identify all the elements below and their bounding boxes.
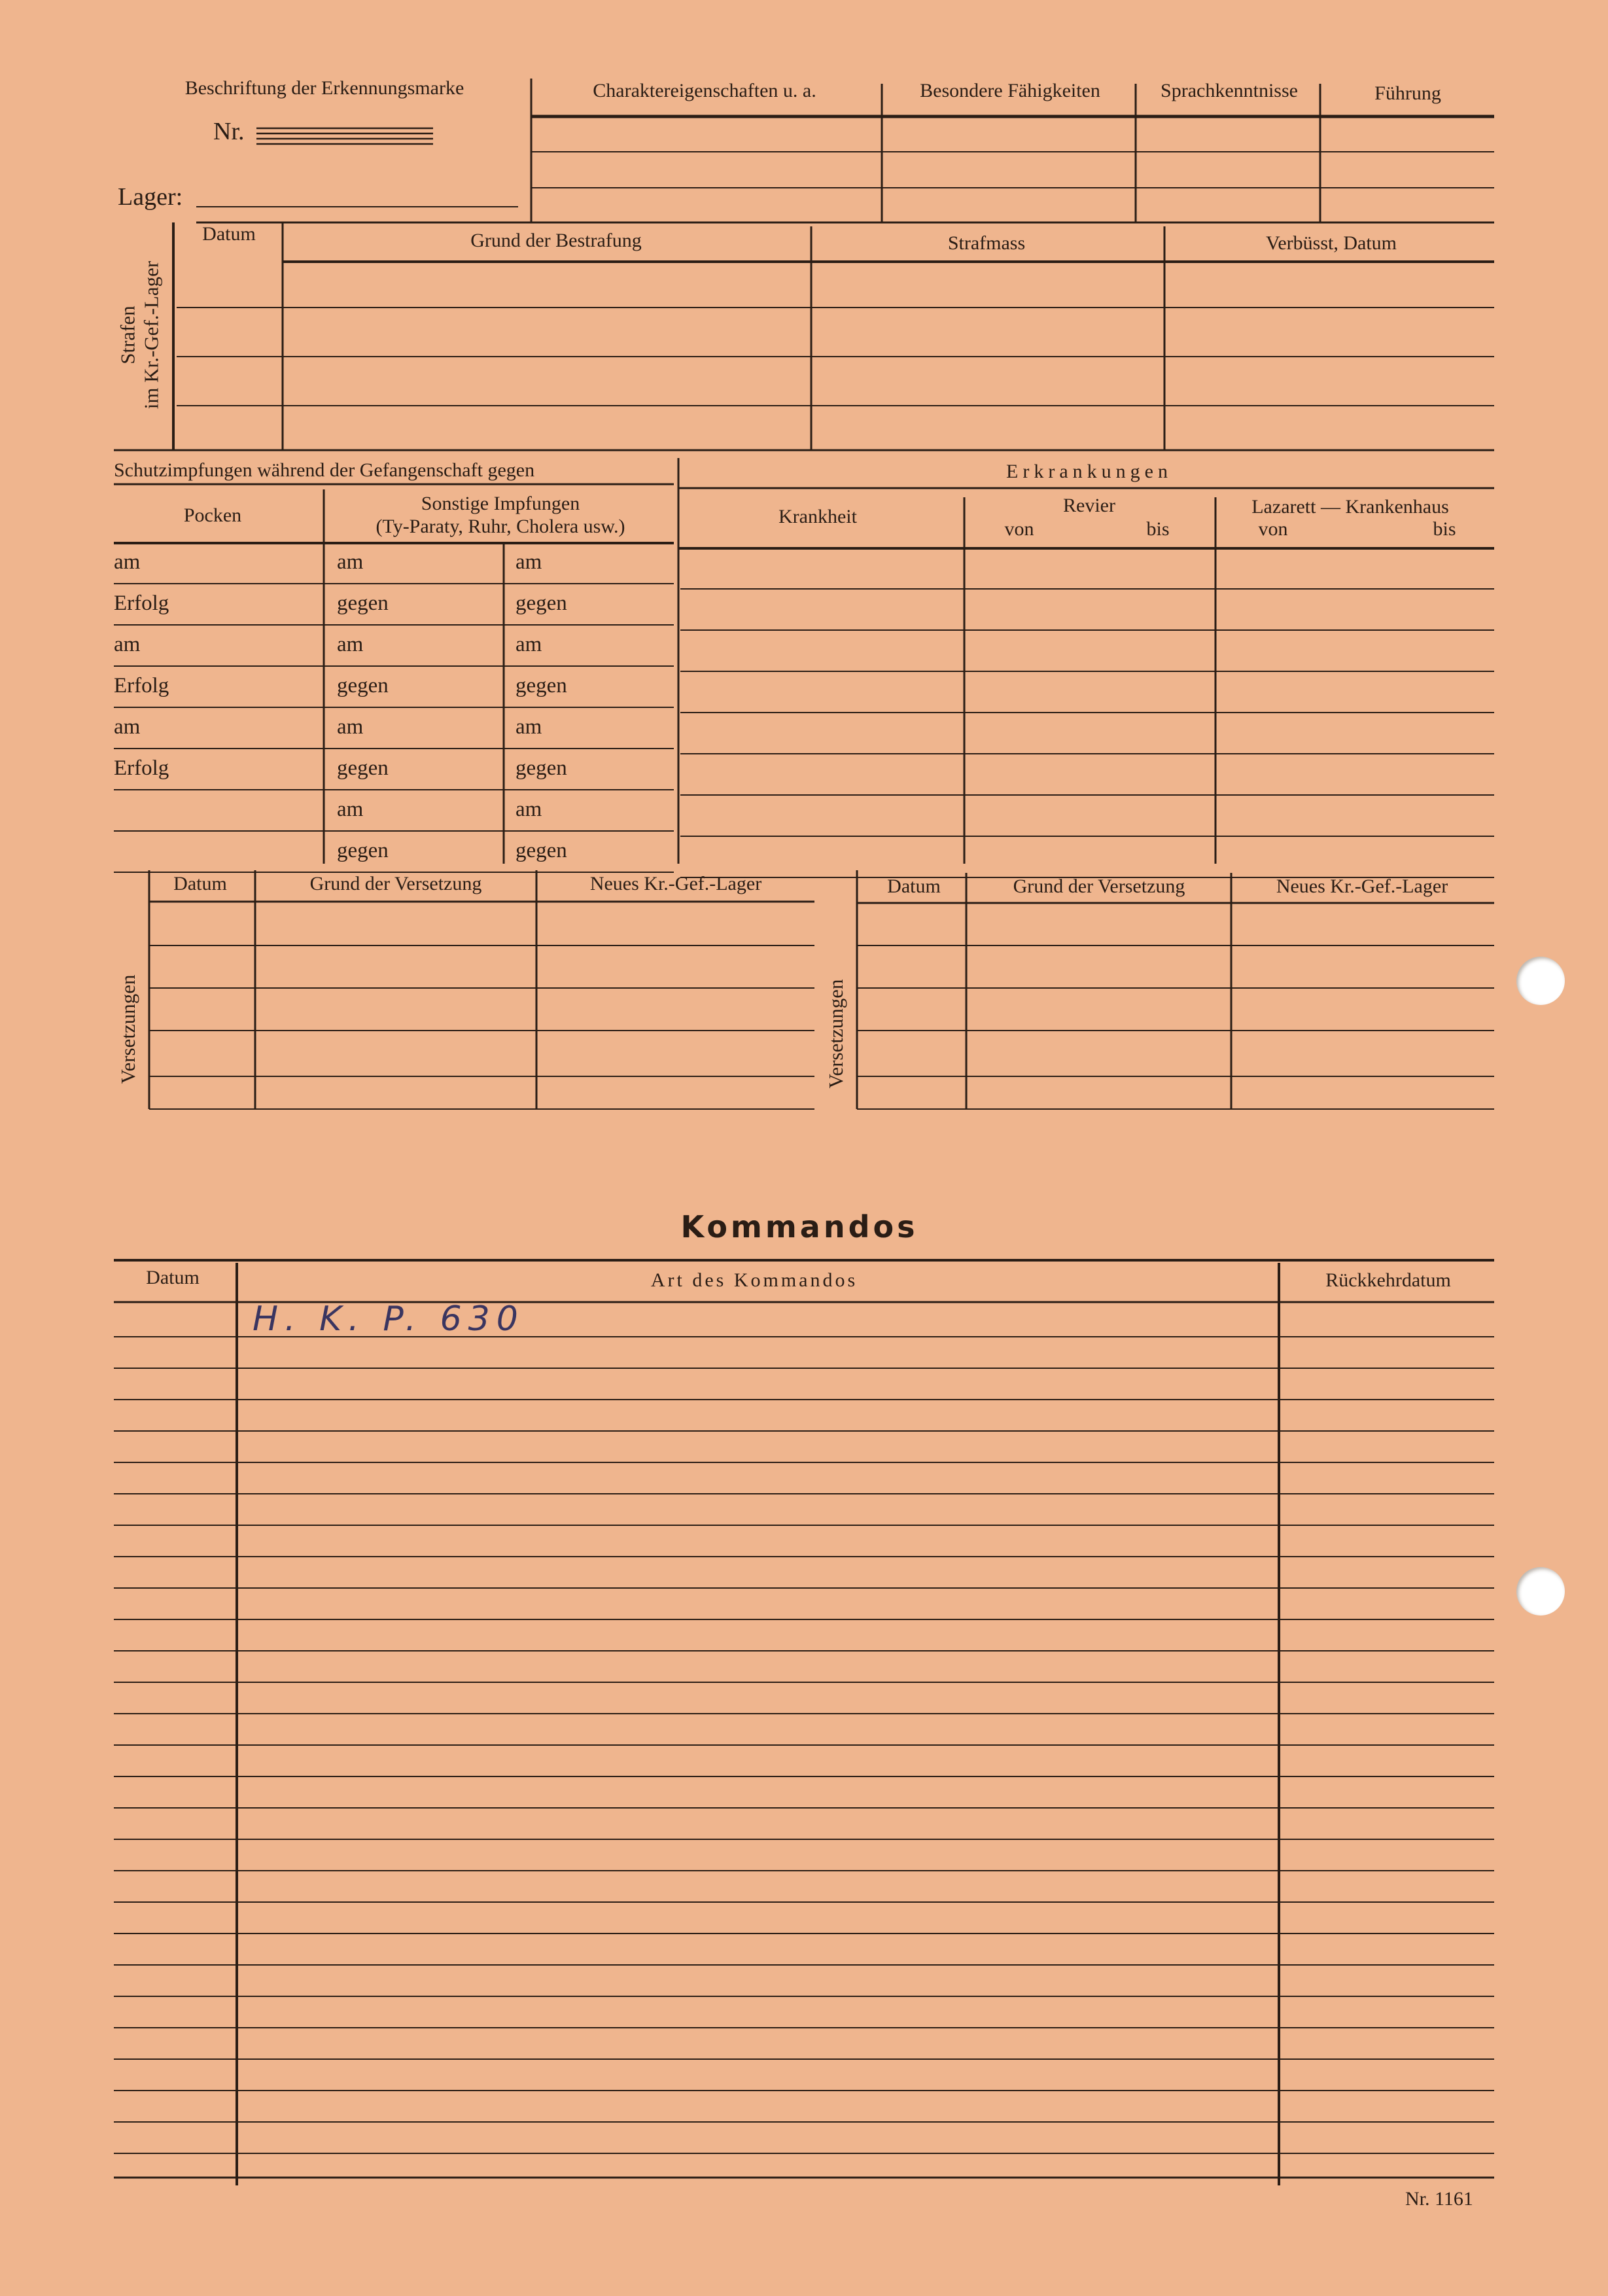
vaccination-row-label: am xyxy=(516,715,542,739)
kommandos-entry-handwritten: H. K. P. 630 xyxy=(253,1299,525,1339)
vaccination-row-label: gegen xyxy=(516,592,567,615)
impfungen-col-pocken: Pocken xyxy=(183,504,242,526)
versetzungen-right-col-lager: Neues Kr.-Gef.-Lager xyxy=(1276,875,1448,897)
vaccination-row-label: gegen xyxy=(337,756,389,780)
col-charaktereigenschaften: Charaktereigenschaften u. a. xyxy=(593,80,816,101)
strafen-col-datum: Datum xyxy=(202,223,256,245)
nr-label: Nr. xyxy=(213,118,245,145)
erkrankungen-col-lazarett: Lazarett — Krankenhaus xyxy=(1251,496,1449,518)
vaccination-row-label: am xyxy=(114,633,141,656)
vaccination-row-label: gegen xyxy=(337,674,389,698)
lazarett-bis: bis xyxy=(1433,518,1456,540)
erkrankungen-col-revier: Revier xyxy=(1063,495,1115,516)
revier-bis: bis xyxy=(1146,518,1170,540)
impfungen-col-sonstige-2: (Ty-Paraty, Ruhr, Cholera usw.) xyxy=(376,516,625,537)
versetzungen-side-label-left: Versetzungen xyxy=(116,974,140,1084)
vaccination-row-label: Erfolg xyxy=(114,756,169,780)
tag-label: Beschriftung der Erkennungsmarke xyxy=(184,77,464,99)
vaccination-row-label: gegen xyxy=(337,592,389,615)
punch-hole-lower xyxy=(1516,1567,1565,1616)
vaccination-row-label: am xyxy=(516,633,542,656)
vaccination-row-label: am xyxy=(337,715,364,739)
revier-von: von xyxy=(1004,518,1034,540)
col-fuehrung: Führung xyxy=(1374,82,1441,104)
col-sprachkenntnisse: Sprachkenntnisse xyxy=(1161,80,1298,101)
vaccination-row-label: gegen xyxy=(516,756,567,780)
vaccination-row-label: gegen xyxy=(516,674,567,698)
versetzungen-right-col-datum: Datum xyxy=(887,875,941,897)
impfungen-header: Schutzimpfungen während der Gefangenschaft gegen xyxy=(114,459,535,481)
strafen-label-line2: im Kr.-Gef.-Lager xyxy=(139,260,162,410)
vaccination-row-label: gegen xyxy=(337,839,389,862)
kommandos-col-art: Art des Kommandos xyxy=(650,1269,858,1291)
strafen-side-label xyxy=(116,261,162,409)
vaccination-row-label: Erfolg xyxy=(114,592,169,615)
kommandos-col-datum: Datum xyxy=(146,1267,200,1288)
strafen-col-grund: Grund der Bestrafung xyxy=(470,230,642,251)
form-number: Nr. 1161 xyxy=(1405,2188,1473,2210)
strafen-label-line1: Strafen xyxy=(116,306,139,364)
punch-hole-upper xyxy=(1516,957,1565,1005)
versetzungen-left-col-grund: Grund der Versetzung xyxy=(309,873,482,894)
vaccination-row-label: am xyxy=(516,550,542,574)
strafen-col-verbuesst: Verbüsst, Datum xyxy=(1266,232,1397,254)
versetzungen-side-label-right: Versetzungen xyxy=(824,979,848,1089)
vaccination-row-label: am xyxy=(114,715,141,739)
kommandos-col-rueckkehr: Rückkehrdatum xyxy=(1325,1269,1451,1291)
vaccination-row-label: gegen xyxy=(516,839,567,862)
vaccination-row-label: am xyxy=(337,550,364,574)
kommandos-title: Kommandos xyxy=(680,1209,918,1245)
erkrankungen-header: Erkrankungen xyxy=(1006,461,1172,482)
versetzungen-left-col-datum: Datum xyxy=(173,873,227,894)
impfungen-col-sonstige-1: Sonstige Impfungen xyxy=(421,493,580,514)
vaccination-row-label: am xyxy=(337,798,364,821)
versetzungen-right-col-grund: Grund der Versetzung xyxy=(1013,875,1185,897)
strafen-col-strafmass: Strafmass xyxy=(947,232,1026,254)
lager-label: Lager: xyxy=(118,183,183,211)
col-besondere-faehigkeiten: Besondere Fähigkeiten xyxy=(920,80,1100,101)
vaccination-row-label: Erfolg xyxy=(114,674,169,698)
versetzungen-left-col-lager: Neues Kr.-Gef.-Lager xyxy=(589,873,762,894)
vaccination-row-label: am xyxy=(516,798,542,821)
erkrankungen-col-krankheit: Krankheit xyxy=(778,506,857,527)
vaccination-row-label: am xyxy=(114,550,141,574)
lazarett-von: von xyxy=(1258,518,1288,540)
vaccination-row-label: am xyxy=(337,633,364,656)
